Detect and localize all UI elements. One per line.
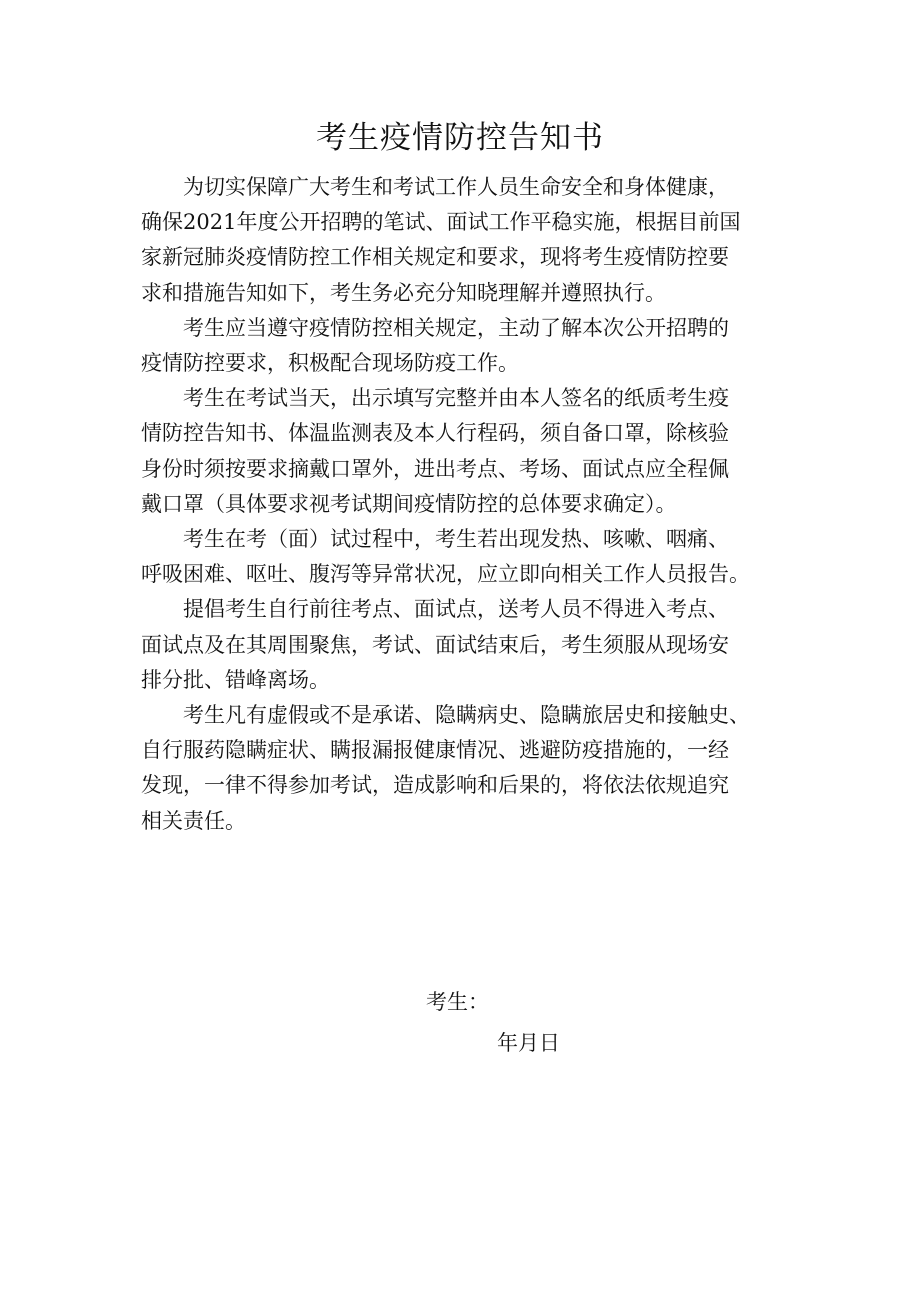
paragraph-line: 为切实保障广大考生和考试工作人员生命安全和身体健康， <box>183 175 729 199</box>
paragraph-1 <box>141 170 785 311</box>
paragraph-5 <box>141 592 785 698</box>
paragraph-line: 考生在考（面）试过程中，考生若出现发热、咳嗽、咽痛、 <box>183 527 729 552</box>
document-title: 考生疫情防控告知书 <box>316 120 604 156</box>
paragraph-line: 考生在考试当天，出示填写完整并由本人签名的纸质考生疫 <box>183 386 729 411</box>
paragraph-line: 求和措施告知如下，考生务必充分知晓理解并遵照执行。 <box>141 280 666 305</box>
paragraph-line: 疫情防控要求，积极配合现场防疫工作。 <box>141 351 519 376</box>
paragraph-6 <box>141 698 785 839</box>
paragraph-4 <box>141 522 785 592</box>
paragraph-line: 考生应当遵守疫情防控相关规定，主动了解本次公开招聘的 <box>183 315 729 340</box>
paragraph-3 <box>141 381 785 522</box>
paragraph-2 <box>141 311 785 381</box>
paragraph-line: 提倡考生自行前往考点、面试点，送考人员不得进入考点、 <box>183 597 729 622</box>
paragraph-line: 情防控告知书、体温监测表及本人行程码，须自备口罩，除核验 <box>141 421 729 446</box>
paragraph-line: 自行服药隐瞒症状、瞒报漏报健康情况、逃避防疫措施的，一经 <box>141 738 729 763</box>
date-label: 年月日 <box>497 1031 560 1055</box>
paragraph-line: 发现，一律不得参加考试，造成影响和后果的，将依法依规追究 <box>141 773 729 798</box>
paragraph-line: 面试点及在其周围聚焦，考试、面试结束后，考生须服从现场安 <box>141 632 729 657</box>
paragraph-line: 家新冠肺炎疫情防控工作相关规定和要求，现将考生疫情防控要 <box>141 245 729 270</box>
paragraph-line: 排分批、错峰离场。 <box>141 667 330 692</box>
paragraph-line: 相关责任。 <box>141 808 246 833</box>
paragraph-line: 呼吸困难、呕吐、腹泻等异常状况，应立即向相关工作人员报告。 <box>141 562 750 587</box>
paragraph-line: 考生凡有虚假或不是承诺、隐瞒病史、隐瞒旅居史和接触史、 <box>183 703 750 728</box>
paragraph-line: 戴口罩（具体要求视考试期间疫情防控的总体要求确定）。 <box>141 491 677 516</box>
paragraph-line: 身份时须按要求摘戴口罩外，进出考点、考场、面试点应全程佩 <box>141 456 729 481</box>
paragraph-line: 确保2021年度公开招聘的笔试、面试工作平稳实施，根据目前国 <box>141 210 741 235</box>
signature-label: 考生： <box>426 990 489 1014</box>
document-body <box>141 170 785 839</box>
